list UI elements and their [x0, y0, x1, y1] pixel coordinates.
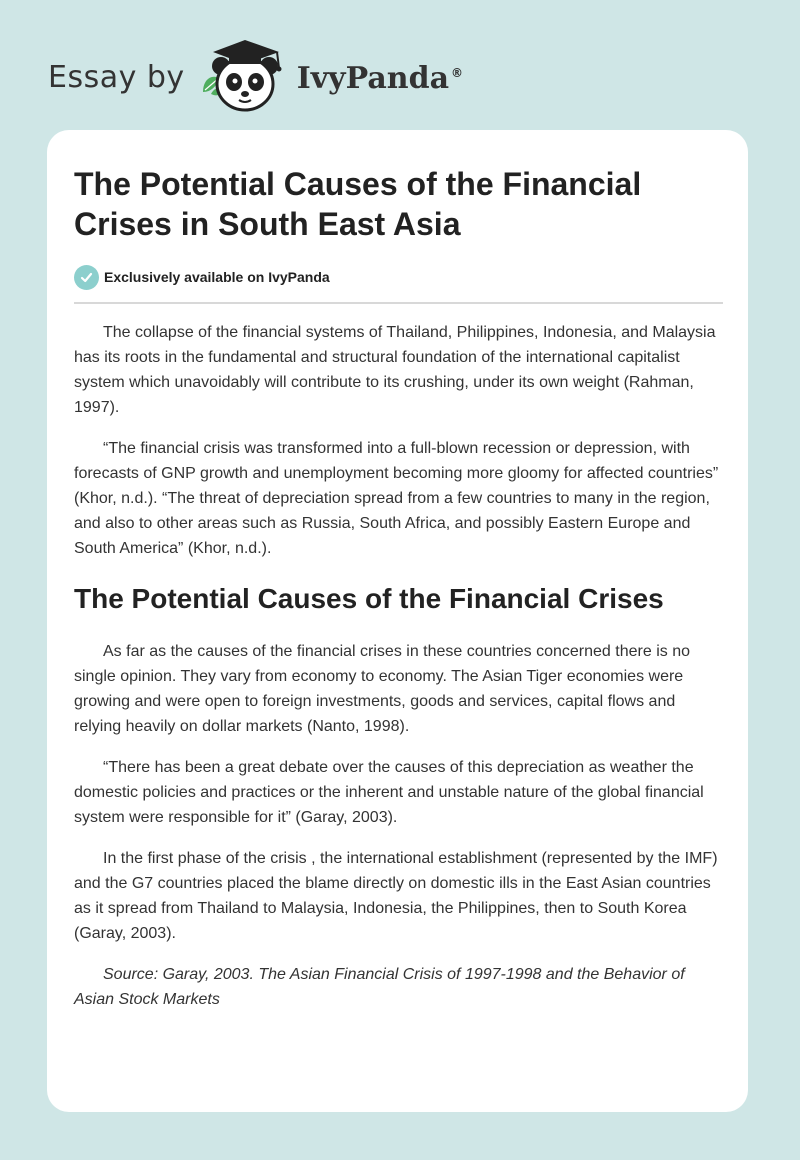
source-citation: Source: Garay, 2003. The Asian Financial Crisis of 1997-1998 and the Behavior of Asian Stock Markets [74, 966, 685, 1008]
article-card [47, 130, 748, 1112]
section-heading: The Potential Causes of the Financial Crises [74, 583, 664, 614]
paragraph: “The financial crisis was transformed into a full-blown recession or depression, with forecasts of GNP growth and unemployment becoming more gloomy for affected countries” (Khor, n.d.). “The threat of depreciation spread from a few countries to many in the region, and also to other areas such as Russia, South Africa, and possibly Eastern Europe and South America” (Khor, n.d.). [74, 440, 719, 557]
article-title: The Potential Causes of the Financial Crises in South East Asia [74, 166, 642, 242]
paragraph: As far as the causes of the financial crises in these countries concerned there is no single opinion. They vary from economy to economy. The Asian Tiger economies were growing and were open to foreign investments, goods and services, capital flows and relying heavily on dollar markets (Nanto, 1998). [74, 643, 690, 735]
divider [74, 302, 723, 304]
brand-prefix: Essay by [48, 59, 185, 95]
paragraph: In the first phase of the crisis , the international establishment (represented by the IMF) and the G7 countries placed the blame directly on domestic ills in the East Asian countries as it spread from Thailand to Malaysia, Indonesia, the Philippines, then to South Korea (Garay, 2003). [74, 850, 718, 942]
brand-name[interactable] [297, 61, 463, 96]
article-content [74, 164, 724, 1012]
exclusive-badge [74, 263, 724, 291]
paragraph: “There has been a great debate over the causes of this depreciation as weather the domestic policies and practices or the inherent and unstable nature of the global financial system were responsible for it” (Garay, 2003). [74, 759, 704, 826]
brand-name-text: IvyPanda [296, 60, 450, 96]
badge-label: Exclusively available on IvyPanda [104, 269, 330, 285]
registered-mark: ® [451, 65, 464, 80]
check-icon [74, 265, 99, 290]
site-header [48, 34, 463, 114]
paragraph: The collapse of the financial systems of Thailand, Philippines, Indonesia, and Malaysia has its roots in the fundamental and structural foundation of the international capitalist system which unavoidably will contribute to its crushing, under its own weight (Rahman, 1997). [74, 324, 716, 416]
panda-logo-icon[interactable] [199, 34, 291, 114]
